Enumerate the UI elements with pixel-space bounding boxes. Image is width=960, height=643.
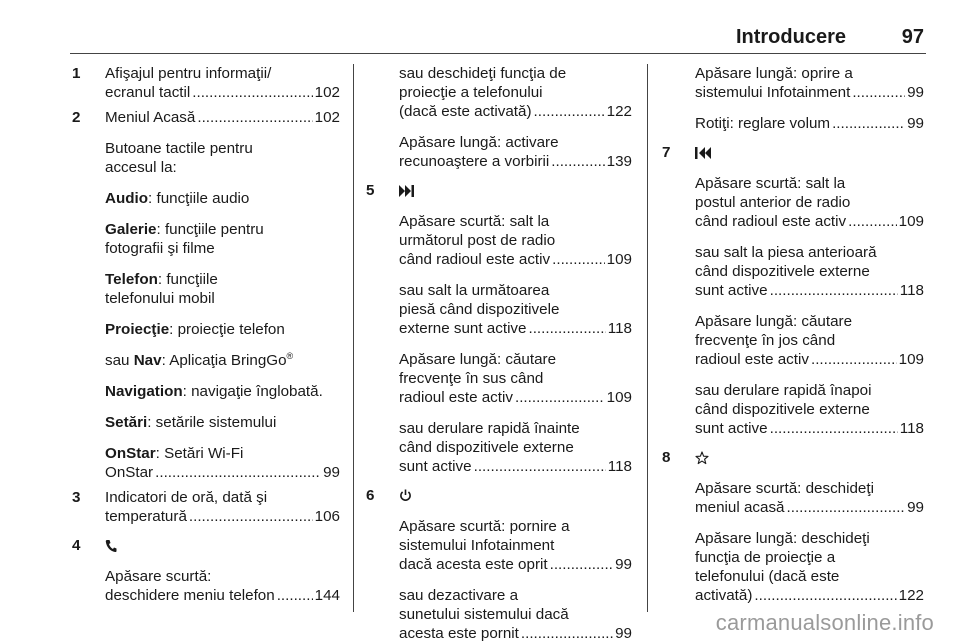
index-line — [105, 463, 340, 482]
entry-text: sistemului Infotainment — [399, 537, 555, 554]
index-line — [695, 83, 924, 102]
entry-5-fast-forward — [366, 419, 632, 476]
entry-number: 4 — [72, 537, 81, 554]
index-line — [105, 507, 340, 526]
previous-track-icon — [695, 143, 924, 162]
item-key: Nav — [133, 352, 162, 369]
item-key: Galerie — [105, 221, 157, 238]
home-star-icon — [695, 448, 924, 467]
leader-dots — [551, 152, 604, 171]
entry-text: sau salt la următoarea — [399, 282, 550, 299]
entry-text: Apăsare lungă: căutare — [399, 351, 557, 368]
next-track-icon — [399, 181, 632, 200]
index-line — [105, 586, 340, 605]
page-ref[interactable]: 122 — [606, 103, 632, 120]
leader-dots — [189, 507, 313, 526]
entry-5-external — [366, 281, 632, 338]
page-ref[interactable]: 118 — [899, 420, 924, 437]
leader-dots — [192, 83, 312, 102]
index-line — [399, 624, 632, 643]
entry-2 — [72, 108, 340, 127]
entry-number: 5 — [366, 182, 375, 199]
index-line — [105, 108, 340, 127]
entry-number: 3 — [72, 489, 81, 506]
entry-text: când dispozitivele externe — [695, 263, 870, 280]
entry-text: Apăsare lungă: oprire a — [695, 65, 853, 82]
index-line — [399, 555, 632, 574]
entry-text: proiecţie a telefonului — [399, 84, 543, 101]
entry-text: Apăsare scurtă: — [105, 568, 212, 585]
entry-7-long-press — [662, 312, 924, 369]
column-3 — [662, 64, 924, 605]
entry-text: Apăsare scurtă: salt la — [399, 213, 550, 230]
entry-text: Butoane tactile pentru — [105, 140, 253, 157]
index-line — [695, 212, 924, 231]
entry-text: Afişajul pentru informaţii/ — [105, 65, 272, 82]
entry-text: următorul post de radio — [399, 232, 556, 249]
item-desc: : funcţiile pentru — [156, 221, 264, 238]
leader-dots — [552, 250, 605, 269]
leader-dots — [770, 281, 898, 300]
entry-text: Apăsare lungă: deschideţi — [695, 530, 870, 547]
leader-dots — [521, 624, 613, 643]
entry-text: Apăsare lungă: căutare — [695, 313, 853, 330]
item-desc: : navigaţie înglobată. — [182, 383, 323, 400]
item-key: Navigation — [105, 383, 183, 400]
phone-icon — [105, 536, 340, 555]
registered-mark: ® — [286, 350, 294, 361]
index-line — [399, 250, 632, 269]
item-desc: telefonului mobil — [105, 290, 215, 307]
page-ref[interactable]: 99 — [907, 499, 924, 516]
page-ref[interactable]: 118 — [607, 458, 632, 475]
index-line — [695, 419, 924, 438]
leader-dots — [848, 212, 897, 231]
entry-text: externe sunt active — [399, 320, 527, 337]
leader-dots — [534, 102, 605, 121]
item-desc: OnStar — [105, 464, 154, 481]
entry-text: sunetului sistemului dacă — [399, 606, 569, 623]
item-desc: : Setări Wi-Fi — [155, 445, 244, 462]
index-line — [695, 114, 924, 133]
page-ref[interactable]: 139 — [606, 153, 632, 170]
entry-text: piesă când dispozitivele — [399, 301, 560, 318]
item-desc: : funcţiile — [157, 271, 218, 288]
page-ref[interactable]: 109 — [898, 213, 924, 230]
item-telefon — [72, 270, 340, 308]
item-desc: : funcţiile audio — [148, 190, 250, 207]
index-line — [399, 457, 632, 476]
item-key: Telefon — [105, 271, 158, 288]
entry-text: deschidere meniu telefon — [105, 587, 275, 604]
leader-dots — [770, 419, 898, 438]
entry-5-long-press — [366, 350, 632, 407]
leader-dots — [197, 108, 312, 127]
power-icon — [399, 486, 632, 505]
leader-dots — [852, 83, 905, 102]
leader-dots — [787, 498, 906, 517]
entry-text: telefonului (dacă este — [695, 568, 840, 585]
item-key: OnStar — [105, 445, 156, 462]
index-line — [695, 281, 924, 300]
entry-text: Apăsare scurtă: pornire a — [399, 518, 570, 535]
entry-5 — [366, 181, 632, 200]
entry-7-external — [662, 243, 924, 300]
entry-text: recunoaştere a vorbirii — [399, 153, 550, 170]
item-proiectie — [72, 320, 340, 339]
entry-text: frecvenţe în sus când — [399, 370, 544, 387]
entry-text: când dispozitivele externe — [399, 439, 574, 456]
entry-number: 6 — [366, 487, 375, 504]
item-desc: : Aplicaţia BringGo — [161, 352, 287, 369]
entry-text: Apăsare scurtă: deschideţi — [695, 480, 874, 497]
page-ref[interactable]: 99 — [615, 625, 632, 642]
page-header — [70, 26, 926, 54]
item-prefix: sau — [105, 352, 134, 369]
entry-text: frecvenţe în jos când — [695, 332, 836, 349]
watermark: carmanualsonline.info — [715, 610, 934, 635]
entry-text: meniul acasă — [695, 499, 785, 516]
entry-text: sunt active — [399, 458, 472, 475]
index-line — [399, 319, 632, 338]
entry-6-long-press — [662, 64, 924, 102]
entry-text: funcţia de proiecţie a — [695, 549, 836, 566]
entry-text: Apăsare scurtă: salt la — [695, 175, 846, 192]
entry-4-description — [72, 567, 340, 605]
entry-text: Apăsare lungă: activare — [399, 134, 559, 151]
item-navigation — [72, 382, 340, 401]
entry-8-short-press — [662, 479, 924, 517]
entry-2-description — [72, 139, 340, 177]
index-line — [399, 388, 632, 407]
item-desc: : setările sistemului — [147, 414, 277, 431]
entry-text: sunt active — [695, 420, 768, 437]
entry-6-mute — [366, 586, 632, 643]
leader-dots — [474, 457, 606, 476]
entry-text: sistemului Infotainment — [695, 84, 851, 101]
entry-text: când radioul este activ — [399, 251, 551, 268]
leader-dots — [811, 350, 897, 369]
page-ref[interactable]: 102 — [314, 84, 340, 101]
entry-number: 7 — [662, 144, 671, 161]
leader-dots — [528, 319, 605, 338]
entry-7-short-press — [662, 174, 924, 231]
entry-text: Meniul Acasă — [105, 109, 196, 126]
item-key: Audio — [105, 190, 149, 207]
entry-number: 2 — [72, 109, 81, 126]
index-line — [399, 102, 632, 121]
entry-text: accesul la: — [105, 159, 177, 176]
page-ref[interactable]: 122 — [898, 587, 924, 604]
entry-6-rotate — [662, 114, 924, 133]
column-divider — [647, 64, 648, 612]
header-rule — [70, 53, 926, 54]
entry-1 — [72, 64, 340, 102]
index-line — [695, 586, 924, 605]
item-setari — [72, 413, 340, 432]
entry-text: (dacă este activată) — [399, 103, 532, 120]
item-desc: fotografii şi filme — [105, 240, 215, 257]
page-ref[interactable]: 118 — [899, 282, 924, 299]
page-ref[interactable]: 99 — [323, 464, 340, 481]
item-key: Setări — [105, 414, 148, 431]
item-onstar — [72, 444, 340, 482]
entry-6 — [366, 486, 632, 505]
entry-3 — [72, 488, 340, 526]
entry-text: sau deschideţi funcţia de — [399, 65, 567, 82]
entry-text: sau salt la piesa anterioară — [695, 244, 877, 261]
entry-7 — [662, 143, 924, 162]
entry-text: sau derulare rapidă înainte — [399, 420, 580, 437]
entry-text: radioul este activ — [399, 389, 513, 406]
entry-8-long-press — [662, 529, 924, 605]
leader-dots — [550, 555, 614, 574]
page-ref[interactable]: 99 — [615, 556, 632, 573]
entry-text: când dispozitivele externe — [695, 401, 870, 418]
entry-8 — [662, 448, 924, 467]
leader-dots — [515, 388, 605, 407]
entry-text: când radioul este activ — [695, 213, 847, 230]
entry-text: acesta este pornit — [399, 625, 519, 642]
leader-dots — [832, 114, 905, 133]
page-ref[interactable]: 102 — [314, 109, 340, 126]
page-ref[interactable]: 106 — [314, 508, 340, 525]
entry-4-continued — [366, 64, 632, 121]
page-ref[interactable]: 144 — [314, 587, 340, 604]
index-line — [695, 498, 924, 517]
item-galerie — [72, 220, 340, 258]
entry-text: sau derulare rapidă înapoi — [695, 382, 872, 399]
entry-5-short-press — [366, 212, 632, 269]
index-line — [105, 83, 340, 102]
entry-text: postul anterior de radio — [695, 194, 851, 211]
leader-dots — [155, 463, 321, 482]
column-2 — [366, 64, 632, 643]
entry-number: 1 — [72, 65, 81, 82]
page-ref[interactable]: 109 — [606, 389, 632, 406]
page-ref[interactable]: 99 — [907, 115, 924, 132]
item-audio — [72, 189, 340, 208]
entry-number: 8 — [662, 449, 671, 466]
index-line — [695, 350, 924, 369]
entry-text: temperatură — [105, 508, 187, 525]
page-ref[interactable]: 109 — [606, 251, 632, 268]
entry-text: sunt active — [695, 282, 768, 299]
entry-7-rewind — [662, 381, 924, 438]
entry-text: sau dezactivare a — [399, 587, 519, 604]
entry-text: activată) — [695, 587, 753, 604]
column-divider — [353, 64, 354, 612]
item-key: Proiecţie — [105, 321, 170, 338]
page-ref[interactable]: 109 — [898, 351, 924, 368]
entry-text: Indicatori de oră, dată şi — [105, 489, 268, 506]
entry-6-short-press — [366, 517, 632, 574]
entry-text: ecranul tactil — [105, 84, 191, 101]
leader-dots — [277, 586, 313, 605]
column-1 — [72, 64, 340, 605]
entry-text: dacă acesta este oprit — [399, 556, 548, 573]
item-nav — [72, 351, 340, 370]
page-title: Introducere — [735, 26, 846, 48]
index-line — [399, 152, 632, 171]
entry-text: Rotiţi: reglare volum — [695, 115, 831, 132]
entry-text: radioul este activ — [695, 351, 809, 368]
item-desc: : proiecţie telefon — [169, 321, 285, 338]
page-number: 97 — [901, 26, 924, 48]
page-ref[interactable]: 118 — [607, 320, 632, 337]
leader-dots — [754, 586, 896, 605]
page-ref[interactable]: 99 — [907, 84, 924, 101]
entry-4 — [72, 536, 340, 555]
entry-4-long-press — [366, 133, 632, 171]
